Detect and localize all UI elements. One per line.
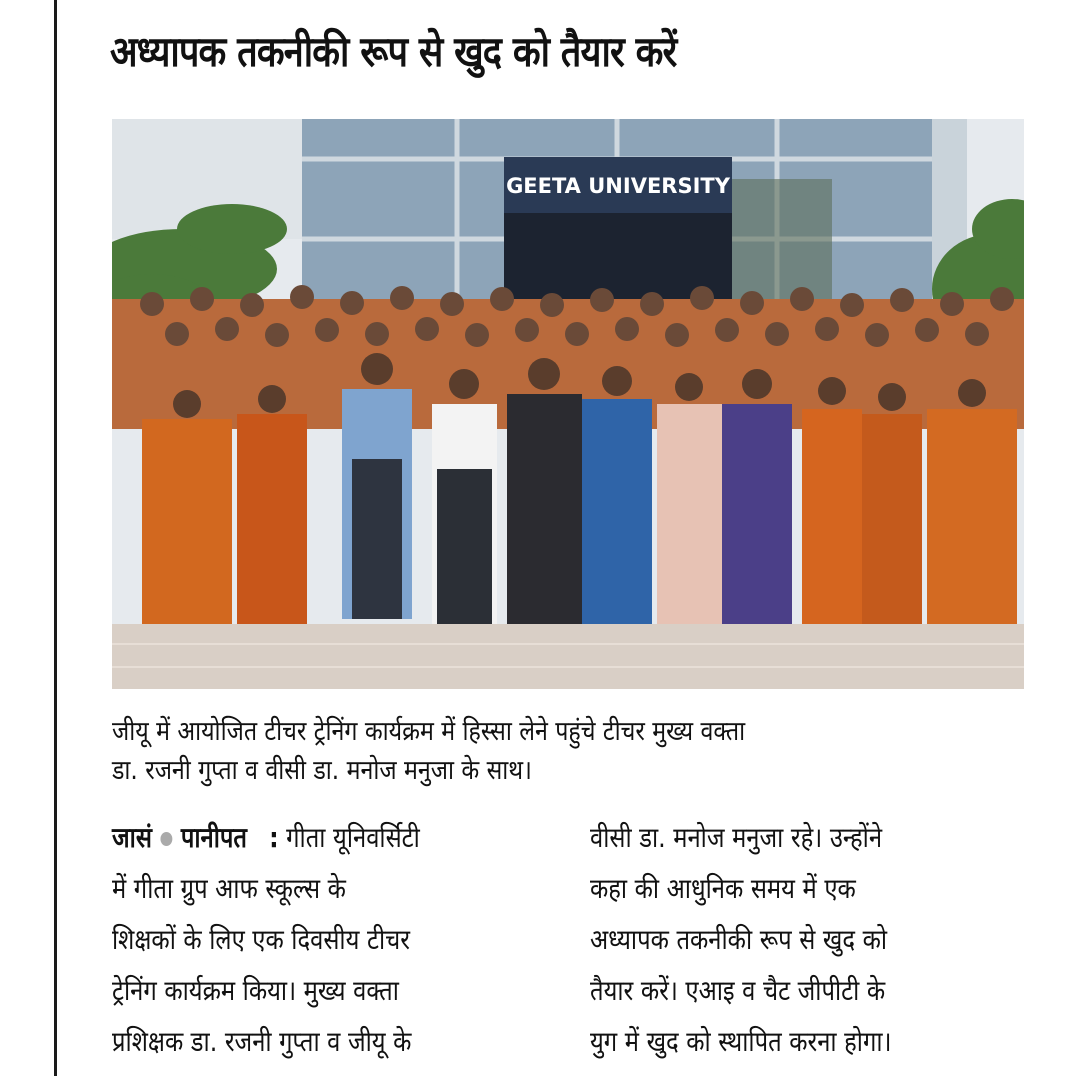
dateline-place: पानीपत [180, 821, 247, 854]
dateline-line [112, 812, 546, 863]
body-text: गीता यूनिवर्सिटी [286, 821, 420, 854]
body-line: तैयार करें। एआइ व चैट जीपीटी के [590, 974, 886, 1007]
body-line: कहा की आधुनिक समय में एक [590, 872, 856, 905]
article-column-2 [590, 812, 1024, 1067]
body-line: में गीता ग्रुप आफ स्कूल्स के [112, 872, 346, 905]
dateline-separator: : [269, 821, 279, 854]
body-line: युग में खुद को स्थापित करना होगा। [590, 1025, 892, 1058]
body-line: प्रशिक्षक डा. रजनी गुप्ता व जीयू के [112, 1025, 412, 1058]
dateline-agency: जासं [112, 821, 152, 854]
body-line: शिक्षकों के लिए एक दिवसीय टीचर [112, 923, 410, 956]
university-sign: GEETA UNIVERSITY [506, 174, 730, 198]
caption-line: जीयू में आयोजित टीचर ट्रेनिंग कार्यक्रम में हिस्सा लेने पहुंचे टीचर मुख्य वक्ता [112, 716, 746, 747]
article-column-1 [112, 812, 546, 1067]
column-rule [54, 0, 57, 1076]
body-line: अध्यापक तकनीकी रूप से खुद को [590, 923, 888, 956]
caption-line: डा. रजनी गुप्ता व वीसी डा. मनोज मनुजा के साथ। [112, 755, 532, 786]
body-line: ट्रेनिंग कार्यक्रम किया। मुख्य वक्ता [112, 974, 399, 1007]
headline: अध्यापक तकनीकी रूप से खुद को तैयार करें [110, 27, 677, 76]
bullet-icon [160, 832, 172, 846]
photo-caption [112, 712, 981, 790]
news-photo [112, 119, 1024, 689]
body-line: वीसी डा. मनोज मनुजा रहे। उन्होंने [590, 821, 883, 854]
